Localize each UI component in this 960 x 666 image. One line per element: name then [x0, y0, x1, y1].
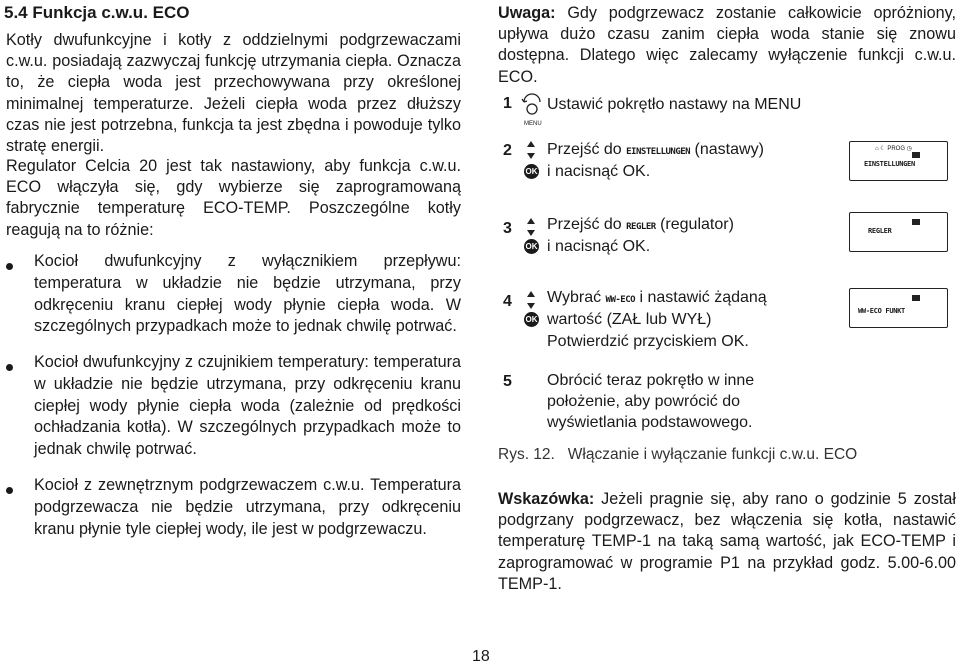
step3-line1: [547, 214, 734, 239]
step3-line2: i nacisnąć OK.: [547, 238, 651, 255]
note-label: Uwaga:: [498, 4, 556, 22]
step4-post: i nastawić żądaną: [635, 289, 767, 306]
bullet-item-flow-switch: Kocioł dwufunkcyjny z wyłącznikiem przepływu: temperatura w układzie nie będzie utrzymana, przy odkręceniu kranu ciepłej wody płynie ciepła woda. W szczególnych przypadkach może to jednak chwilę potrwać.: [34, 252, 461, 336]
panel-text: EINSTELLUNGEN: [864, 160, 915, 168]
page-number: 18: [472, 648, 490, 665]
lcd-regler: REGLER: [626, 222, 656, 232]
section-heading: 5.4 Funkcja c.w.u. ECO: [4, 3, 190, 22]
step5-line2: położenie, aby powrócić do: [547, 393, 741, 410]
step-number: 5: [503, 373, 512, 390]
display-panel-regler: [849, 212, 948, 252]
panel-text: WW-ECO FUNKT: [858, 307, 905, 315]
step-number: 2: [503, 142, 512, 159]
step-number: 4: [503, 293, 512, 310]
up-down-arrows-icon: [524, 217, 538, 237]
figure-caption: Rys. 12. Włączanie i wyłączanie funkcji c.w.u. ECO: [498, 446, 858, 463]
bullet-dot: [6, 487, 13, 494]
step4-line2: wartość (ZAŁ lub WYŁ): [547, 311, 712, 328]
step5-line1: Obrócić teraz pokrętło w inne: [547, 372, 755, 389]
bullet-dot: [6, 263, 13, 270]
ok-button-icon: OK: [524, 164, 539, 179]
ok-button-icon: OK: [524, 239, 539, 254]
panel-status-icons: ⌂ ☾ PROG ◷: [875, 146, 912, 152]
tip-label: Wskazówka:: [498, 490, 595, 508]
step5-line3: wyświetlania podstawowego.: [547, 414, 753, 431]
panel-block-icon: [912, 152, 920, 158]
intro-paragraph: Kotły dwufunkcyjne i kotły z oddzielnymi podgrzewaczami c.w.u. posiadają zazwyczaj funkcję utrzymania ciepła. Oznacza to, że ciepła woda jest przechowywana przy określonej minimalnej temperaturze. Jeżeli ciepła woda przez dłuższy czas nie jest potrzebna, funkcja ta jest zbędna i powoduje tylko stratę energii.: [6, 31, 461, 156]
bullet-dot: [6, 364, 13, 371]
bullet-item-temp-sensor: Kocioł dwufunkcyjny z czujnikiem temperatury: temperatura w układzie nie będzie utrzymana, przy odkręceniu kranu ciepłej wody płynie ciepła woda (zależnie od prędkości ochładzania kotła). W szczególnych przypadkach może to jednak chwilę potrwać.: [34, 353, 461, 459]
step1-text: Ustawić pokrętło nastawy na MENU: [547, 96, 802, 113]
bullet-item-external-heater: Kocioł z zewnętrznym podgrzewaczem c.w.u. Temperatura podgrzewacza nie będzie utrzymana, przy odkręceniu kranu płynie tyle ciepłej wody, ile jest w podgrzewaczu.: [34, 476, 461, 538]
panel-block-icon: [912, 295, 920, 301]
regulator-paragraph: Regulator Celcia 20 jest tak nastawiony, aby funkcja c.w.u. ECO włączyła się, gdy wybierze się zaprogramowaną fabrycznie temperaturę ECO-TEMP. Poszczególne kotły reagują na to różnie:: [6, 157, 461, 239]
up-down-arrows-icon: [524, 290, 538, 310]
panel-block-icon: [912, 219, 920, 225]
step-number: 3: [503, 220, 512, 237]
step3-post: (regulator): [655, 216, 734, 233]
display-panel-einstellungen: [849, 141, 948, 181]
tip-paragraph: [498, 489, 956, 595]
step4-line1: [547, 287, 767, 312]
display-panel-ww-eco: [849, 288, 948, 328]
step2-line1: [547, 139, 764, 164]
step2-post: (nastawy): [690, 141, 764, 158]
step-number: 1: [503, 95, 512, 112]
warning-note: [498, 3, 956, 88]
step4-line3: Potwierdzić przyciskiem OK.: [547, 333, 749, 350]
step2-pre: Przejść do: [547, 141, 627, 158]
ok-button-icon: OK: [524, 312, 539, 327]
step4-pre: Wybrać: [547, 289, 606, 306]
step3-pre: Przejść do: [547, 216, 627, 233]
step2-line2: i nacisnąć OK.: [547, 163, 651, 180]
lcd-einstellungen: EINSTELLUNGEN: [626, 147, 691, 157]
lcd-ww-eco: WW-ECO: [605, 295, 636, 305]
up-down-arrows-icon: [524, 140, 538, 160]
knob-icon: [521, 90, 543, 124]
panel-text: REGLER: [868, 227, 892, 235]
note-text: Gdy podgrzewacz zostanie całkowicie opróżniony, upływa dużo czasu zanim ciepła woda stanie się znowu dostępna. Dlatego więc zalecamy wyłączenie funkcji c.w.u. ECO.: [498, 4, 956, 86]
tip-text: Jeżeli pragnie się, aby rano o godzinie 5 został podgrzany podgrzewacz, bez włączenia się kotła, nastawić temperaturę TEMP-1 na taką samą wartość, jak ECO-TEMP i zaprogramować w programie P1 na przykład godz. 5.00-6.00 TEMP-1.: [498, 490, 956, 593]
menu-small-label: MENU: [524, 121, 542, 127]
